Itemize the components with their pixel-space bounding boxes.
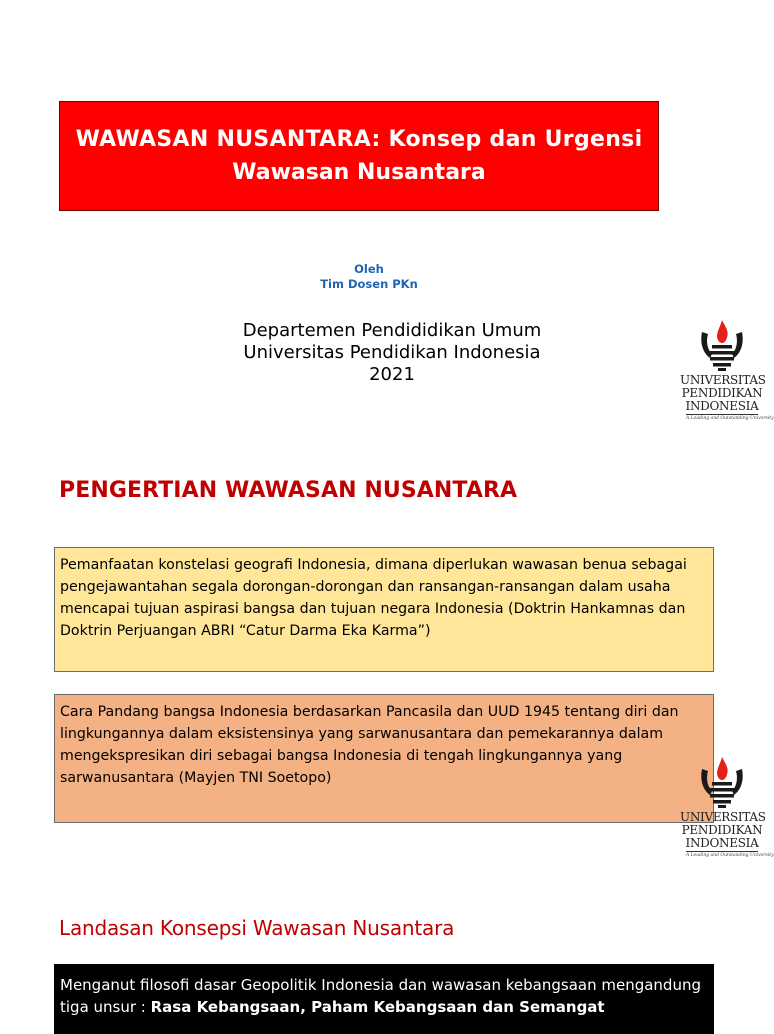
upi-emblem-icon bbox=[696, 318, 748, 374]
title-rest-part: : Konsep dan Urgensi bbox=[371, 127, 643, 152]
logo-line-3: INDONESIA bbox=[685, 836, 759, 850]
upi-logo-2 bbox=[680, 755, 774, 859]
landasan-text-bold: Rasa Kebangsaan, Paham Kebangsaan dan Semangat bbox=[150, 998, 605, 1016]
upi-logo-1 bbox=[680, 318, 774, 422]
definition-box-1: Pemanfaatan konstelasi geografi Indonesia, dimana diperlukan wawasan benua sebagai pengejawantahan segala dorongan-dorongan dan ransangan-ransangan dalam usaha mencapai tujuan aspirasi bangsa dan tujuan negara Indonesia (Doktrin Hankamnas dan Doktrin Perjuangan ABRI “Catur Darma Eka Karma”) bbox=[54, 547, 714, 672]
landasan-heading: Landasan Konsepsi Wawasan Nusantara bbox=[59, 916, 455, 940]
definition-heading: PENGERTIAN WAWASAN NUSANTARA bbox=[59, 478, 518, 503]
title-box bbox=[59, 101, 659, 211]
author-name: Tim Dosen PKn bbox=[320, 277, 418, 291]
department-name: Departemen Pendididikan Umum bbox=[242, 320, 542, 341]
presentation-title bbox=[76, 123, 643, 189]
department-block bbox=[200, 320, 584, 386]
landasan-text-box bbox=[54, 964, 714, 1034]
logo-line-1: UNIVERSITAS bbox=[680, 810, 766, 824]
title-line-2: Wawasan Nusantara bbox=[232, 160, 486, 185]
logo-tagline: A Leading and Outstanding University bbox=[686, 853, 774, 858]
logo-line-3: INDONESIA bbox=[685, 399, 759, 413]
logo-line-2: PENDIDIKAN bbox=[681, 386, 763, 400]
logo-line-1: UNIVERSITAS bbox=[680, 373, 766, 387]
author-block bbox=[0, 262, 768, 292]
upi-emblem-icon bbox=[696, 755, 748, 811]
landasan-text: Menganut filosofi dasar Geopolitik Indonesia dan wawasan kebangsaan mengandung tiga unsur : bbox=[60, 976, 701, 1016]
title-bold-part: WAWASAN NUSANTARA bbox=[75, 127, 372, 152]
author-label: Oleh bbox=[354, 262, 384, 276]
definition-box-2: Cara Pandang bangsa Indonesia berdasarkan Pancasila dan UUD 1945 tentang diri dan lingkungannya dalam eksistensinya yang sarwanusantara dan pemekarannya dalam mengekspresikan diri sebagai bangsa Indonesia di tengah lingkungannya yang sarwanusantara (Mayjen TNI Soetopo) bbox=[54, 694, 714, 823]
logo-tagline: A Leading and Outstanding University bbox=[686, 416, 774, 421]
university-name: Universitas Pendidikan Indonesia bbox=[243, 342, 541, 363]
logo-line-2: PENDIDIKAN bbox=[681, 823, 763, 837]
year-label: 2021 bbox=[369, 364, 415, 385]
